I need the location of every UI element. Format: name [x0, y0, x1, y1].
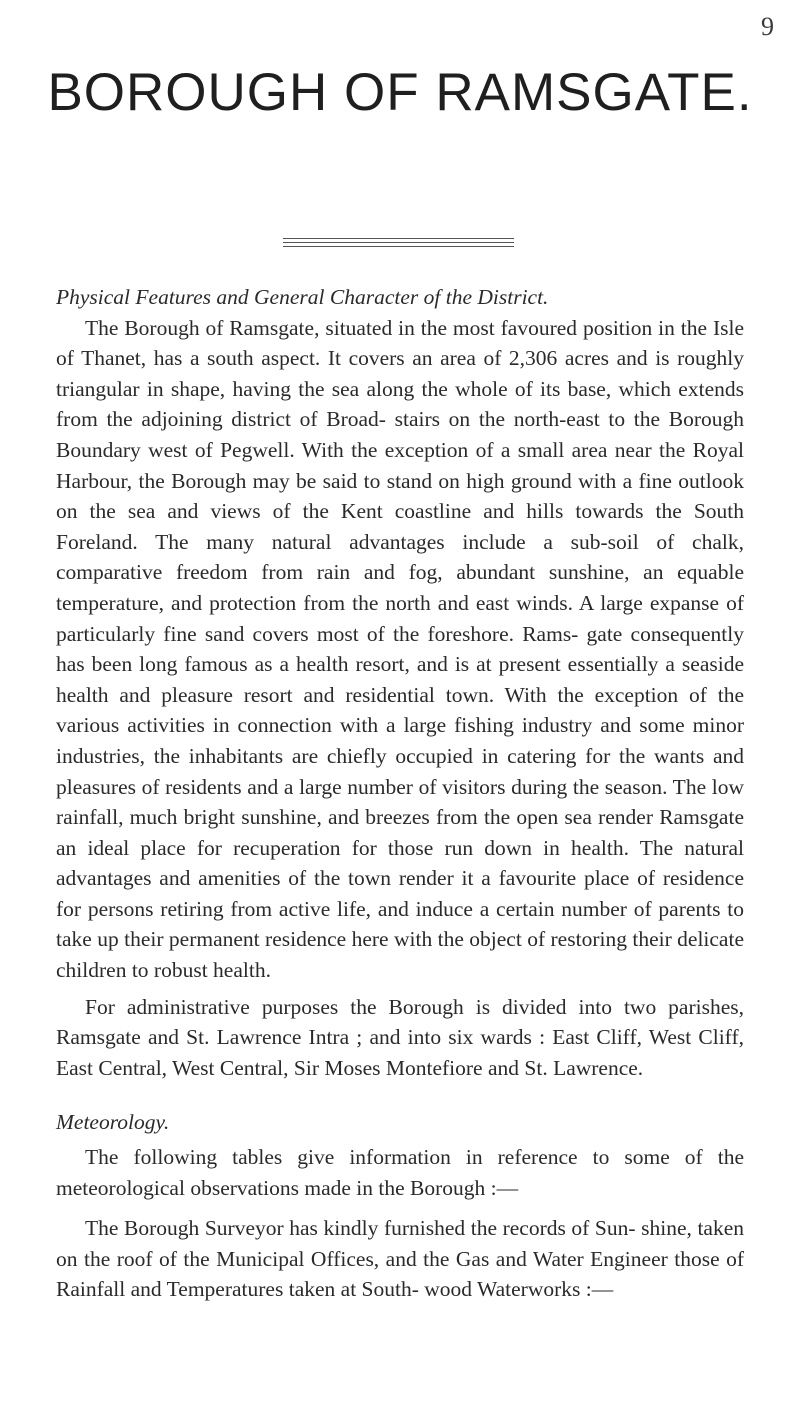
page-number: 9 — [761, 12, 774, 41]
section-title-meteorology: Meteorology. — [56, 1110, 170, 1135]
section-title-physical-features: Physical Features and General Character of the District. — [56, 285, 549, 309]
paragraph-meteorology-records: The Borough Surveyor has kindly furnished the records of Sun- shine, taken on the roof of the Municipal Offices, and the Gas and Water Engineer those of Rainfall and Temperatures taken at South- wood Waterworks :— — [56, 1216, 744, 1302]
paragraph-physical-description: The Borough of Ramsgate, situated in the most favoured position in the Isle of Thanet, has a south aspect. It covers an area of 2,306 acres and is roughly triangular in shape, having the sea along the whole of its base, which extends from the adjoining district of Broad- stairs on the north-east to the Borough Boundary west of Pegwell. With the exception of a small area near the Royal Harbour, the Borough may be said to stand on high ground with a fine outlook on the sea and views of the Kent coastline and hills towards the South Foreland. The many natural advantages include a sub-soil of chalk, comparative freedom from rain and fog, abundant sunshine, an equable temperature, and protection from the north and east winds. A large expanse of particularly fine sand covers most of the foreshore. Rams- gate consequently has been long famous as a health resort, and is at present essentially a seaside health and pleasure resort and residential town. With the exception of the various activities in connection with a large fishing industry and some minor industries, the inhabitants are chiefly occupied in catering for the wants and pleasures of residents and a large number of visitors during the season. The low rainfall, much bright sunshine, and breezes from the open sea render Ramsgate an ideal place for recuperation for those run down in health. The natural advantages and amenities of the town render it a favourite place of residence for persons retiring from active life, and induce a certain number of parents to take up their permanent residence here with the object of restoring their delicate children to robust health. — [56, 315, 744, 983]
rule-line — [283, 246, 514, 247]
paragraph-administrative: For administrative purposes the Borough is divided into two parishes, Ramsgate and St. Lawrence Intra ; and into six wards : East Cliff, West Cliff, East Central, West Central, Sir Moses Montefiore and St. Lawrence. — [56, 994, 744, 1080]
page-title: BOROUGH OF RAMSGATE. — [47, 63, 753, 122]
document-body — [56, 282, 744, 1305]
double-rule-divider — [283, 238, 514, 250]
rule-line — [283, 238, 514, 239]
rule-line — [283, 242, 514, 243]
paragraph-meteorology-intro: The following tables give information in reference to some of the meteorological observations made in the Borough :— — [56, 1145, 744, 1200]
